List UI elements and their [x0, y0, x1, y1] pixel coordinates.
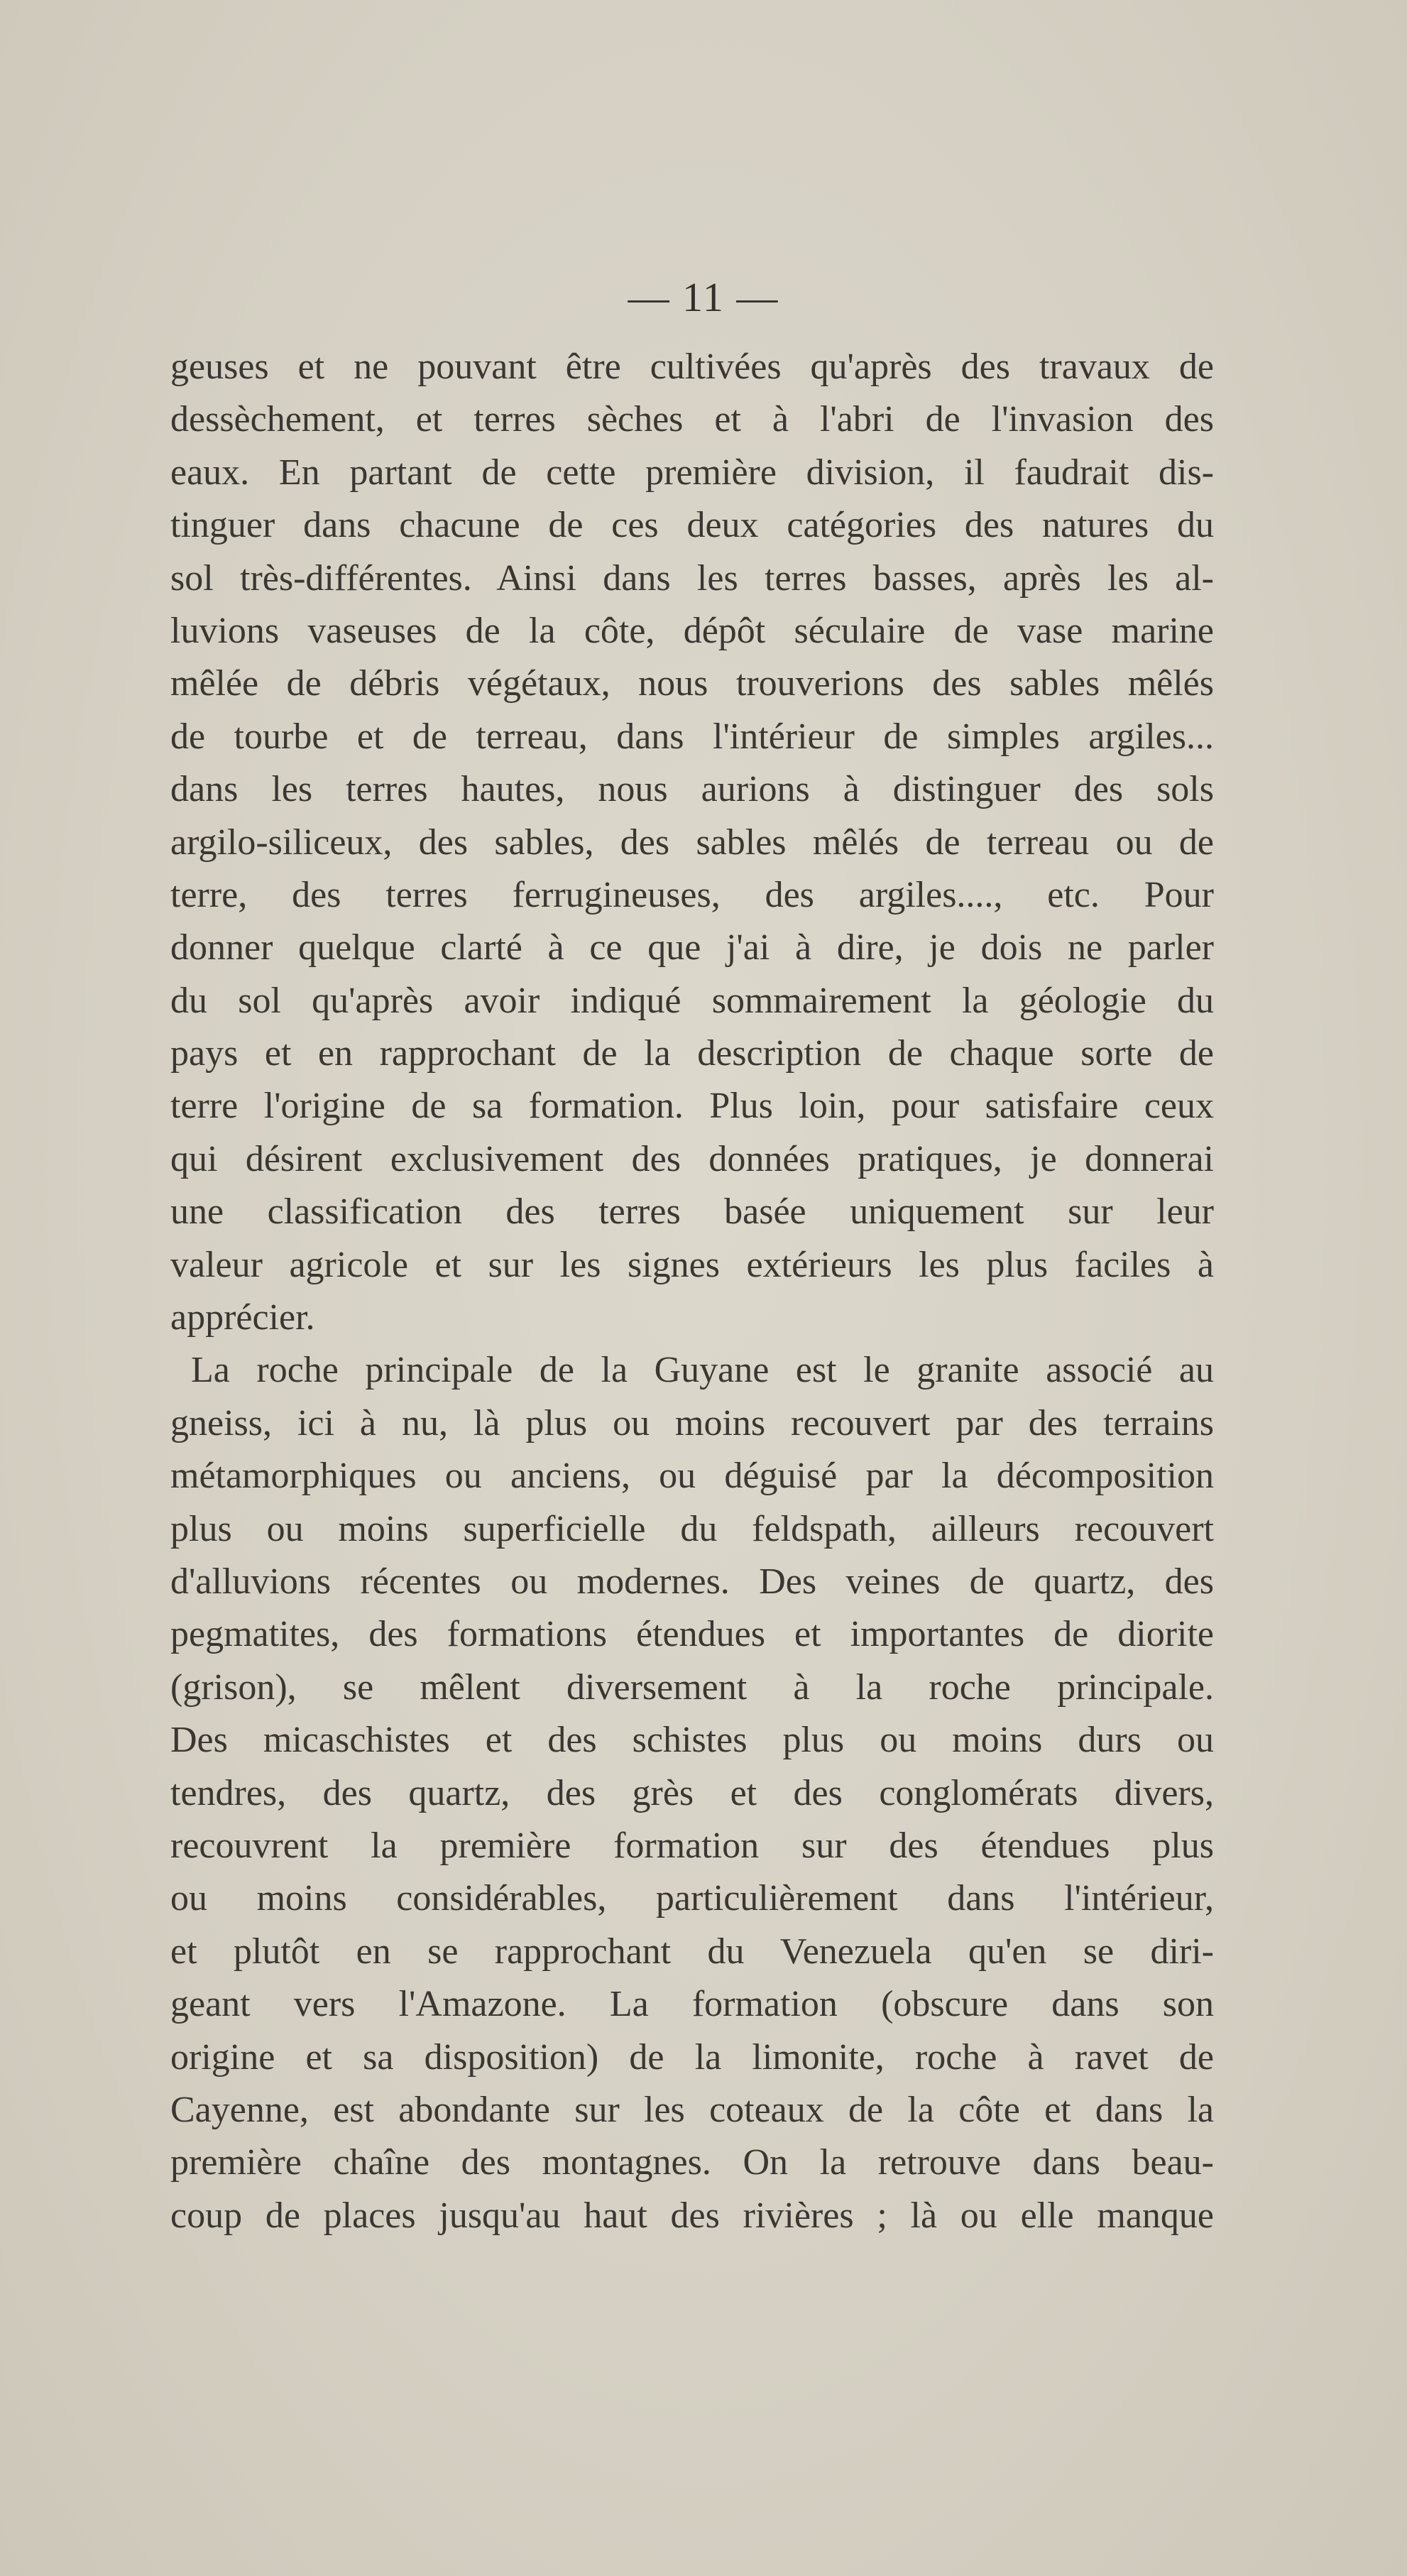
text-line: valeur agricole et sur les signes extérieurs les plus faciles à [170, 1244, 1214, 1285]
page-number: — 11 — [628, 274, 779, 320]
text-line: apprécier. [170, 1297, 315, 1338]
text-line: qui désirent exclusivement des données pratiques, je donnerai [170, 1138, 1214, 1179]
text-line: geuses et ne pouvant être cultivées qu'après des travaux de [170, 346, 1214, 387]
text-line: d'alluvions récentes ou modernes. Des veines de quartz, des [170, 1561, 1214, 1602]
text-line: terre, des terres ferrugineuses, des argiles...., etc. Pour [170, 874, 1214, 915]
text-line: et plutôt en se rapprochant du Venezuela qu'en se diri- [170, 1931, 1214, 1972]
text-line: ou moins considérables, particulièrement dans l'intérieur, [170, 1878, 1214, 1919]
text-line: recouvrent la première formation sur des étendues plus [170, 1825, 1214, 1866]
text-line: tendres, des quartz, des grès et des conglomérats divers, [170, 1772, 1214, 1813]
text-line: argilo-siliceux, des sables, des sables mêlés de terreau ou de [170, 822, 1214, 863]
text-line: une classification des terres basée uniquement sur leur [170, 1191, 1214, 1233]
text-line: La roche principale de la Guyane est le granite associé au [191, 1350, 1214, 1391]
text-line: Cayenne, est abondante sur les coteaux de la côte et dans la [170, 2089, 1214, 2130]
text-line: origine et sa disposition) de la limonite, roche à ravet de [170, 2036, 1214, 2078]
text-line: tinguer dans chacune de ces deux catégories des natures du [170, 505, 1214, 546]
text-line: (grison), se mêlent diversement à la roche principale. [170, 1666, 1214, 1708]
text-line: première chaîne des montagnes. On la retrouve dans beau- [170, 2142, 1214, 2183]
text-line: Des micaschistes et des schistes plus ou moins durs ou [170, 1720, 1214, 1761]
text-line: donner quelque clarté à ce que j'ai à dire, je dois ne parler [170, 927, 1214, 968]
text-line: coup de places jusqu'au haut des rivières ; là ou elle manque [170, 2195, 1214, 2236]
text-line: dessèchement, et terres sèches et à l'abri de l'invasion des [170, 399, 1214, 440]
text-line: luvions vaseuses de la côte, dépôt séculaire de vase marine [170, 610, 1214, 651]
text-line: gneiss, ici à nu, là plus ou moins recouvert par des terrains [170, 1402, 1214, 1443]
text-line: mêlée de débris végétaux, nous trouverions des sables mêlés [170, 663, 1214, 704]
text-line: métamorphiques ou anciens, ou déguisé par la décomposition [170, 1456, 1214, 1497]
text-line: terre l'origine de sa formation. Plus loin, pour satisfaire ceux [170, 1086, 1214, 1127]
text-line: eaux. En partant de cette première division, il faudrait dis- [170, 452, 1214, 493]
text-line: sol très-différentes. Ainsi dans les terres basses, après les al- [170, 557, 1214, 599]
text-line: dans les terres hautes, nous aurions à distinguer des sols [170, 769, 1214, 810]
text-line: geant vers l'Amazone. La formation (obscure dans son [170, 1984, 1214, 2025]
text-line: plus ou moins superficielle du feldspath, ailleurs recouvert [170, 1508, 1214, 1549]
text-line: pays et en rapprochant de la description de chaque sorte de [170, 1033, 1214, 1074]
text-line: du sol qu'après avoir indiqué sommairement la géologie du [170, 980, 1214, 1021]
text-line: de tourbe et de terreau, dans l'intérieur de simples argiles... [170, 716, 1214, 757]
body-text [170, 341, 1214, 2242]
text-line: pegmatites, des formations étendues et importantes de diorite [170, 1614, 1214, 1655]
